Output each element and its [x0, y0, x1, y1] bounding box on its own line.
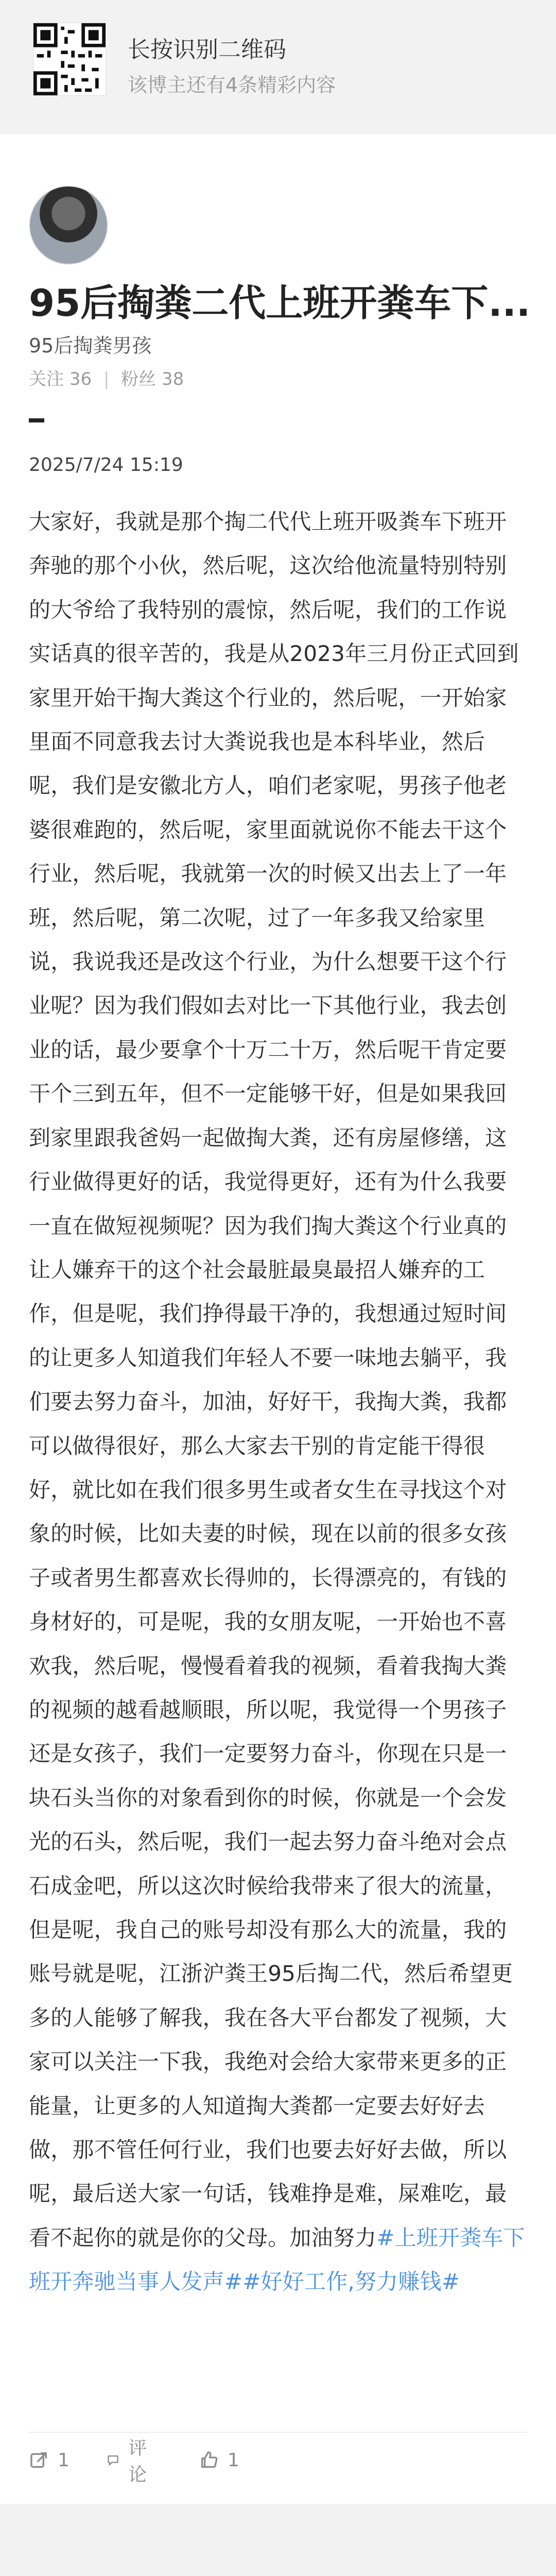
like-count: 1 — [228, 2449, 239, 2471]
author-stats — [29, 365, 184, 390]
like-button[interactable] — [199, 2442, 239, 2478]
comment-icon — [106, 2450, 120, 2470]
follow-count: 36 — [69, 369, 92, 389]
top-banner — [0, 0, 556, 124]
share-icon — [29, 2450, 49, 2470]
fans-label: 粉丝 — [121, 369, 157, 389]
post-body-text: 大家好，我就是那个掏二代代上班开吸粪车下班开奔驰的那个小伙，然后呢，这次给他流量特别特别的大爷给了我特别的震惊，然后呢，我们的工作说实话真的很辛苦的，我是从2023年三月份正式回到家里开始干掏大粪这个行业的，然后呢，一开始家里面不同意我去讨大粪说我也是本科毕业，然后呢，我们是安徽北方人，咱们老家呢，男孩子他老婆很难跑的，然后呢，家里面就说你不能去干这个行业，然后呢，我就第一次的时候又出去上了一年班，然后呢，第二次呢，过了一年多我又给家里说，我说我还是改这个行业，为什么想要干这个行业呢？因为我们假如去对比一下其他行业，我去创业的话，最少要拿个十万二十万，然后呢干肯定要干个三到五年，但不一定能够干好，但是如果我回到家里跟我爸妈一起做掏大粪，还有房屋修缮，这行业做得更好的话，我觉得更好，还有为什么我要一直在做短视频呢？因为我们掏大粪这个行业真的让人嫌弃干的这个社会最脏最臭最招人嫌弃的工作，但是呢，我们挣得最干净的，我想通过短时间的让更多人知道我们年轻人不要一味地去躺平，我们要去努力奋斗，加油，好好干，我掏大粪，我都可以做得很好，那么大家去干别的肯定能干得很好，就比如在我们很多男生或者女生在寻找这个对象的时候，比如夫妻的时候，现在以前的很多女孩子或者男生都喜欢长得帅的，长得漂亮的，有钱的身材好的，可是呢，我的女朋友呢，一开始也不喜欢我，然后呢，慢慢看着我的视频，看着我掏大粪的视频的越看越顺眼，所以呢，我觉得一个男孩子还是女孩子，我们一定要努力奋斗，你现在只是一块石头当你的对象看到你的时候，你就是一个会发光的石头，然后呢，我们一起去努力奋斗绝对会点石成金吧，所以这次时候给我带来了很大的流量，但是呢，我自己的账号却没有那么大的流量，我的账号就是呢，江浙沪粪王95后掏二代，然后希望更多的人能够了解我，我在各大平台都发了视频，大家可以关注一下我，我绝对会给大家带来更多的正能量，让更多的人知道掏大粪都一定要去好好去做，那不管任何行业，我们也要去好好去做，所以呢，最后送大家一句话，钱难挣是难，屎难吃，最看不起你的就是你的父母。加油努力 — [29, 509, 519, 2250]
share-count: 1 — [58, 2449, 70, 2471]
title-divider — [29, 418, 44, 422]
avatar[interactable] — [29, 185, 108, 265]
banner-subtitle: 该博主还有4条精彩内容 — [128, 74, 336, 96]
qr-code-graphic — [33, 23, 106, 95]
comment-label: 评论 — [128, 2438, 147, 2485]
post-body — [29, 500, 527, 2304]
share-button[interactable] — [29, 2442, 70, 2478]
bottom-promo — [0, 2514, 556, 2576]
post-date: 2025/7/24 15:19 — [29, 454, 183, 476]
like-icon — [199, 2450, 219, 2470]
hashtag-links[interactable]: #上班开粪车下班开奔驰当事人发声##好好工作,努力赚钱# — [29, 2225, 525, 2295]
stats-separator: | — [103, 369, 110, 389]
comment-button[interactable] — [106, 2438, 153, 2485]
author-name[interactable]: 95后掏粪男孩 — [29, 334, 152, 357]
post-title: 95后掏粪二代上班开粪车下... — [29, 281, 531, 325]
banner-title: 长按识别二维码 — [128, 37, 286, 63]
content-divider — [29, 2432, 527, 2433]
follow-label: 关注 — [29, 369, 64, 389]
qr-code-icon[interactable] — [33, 23, 106, 96]
fans-count: 38 — [161, 369, 184, 389]
